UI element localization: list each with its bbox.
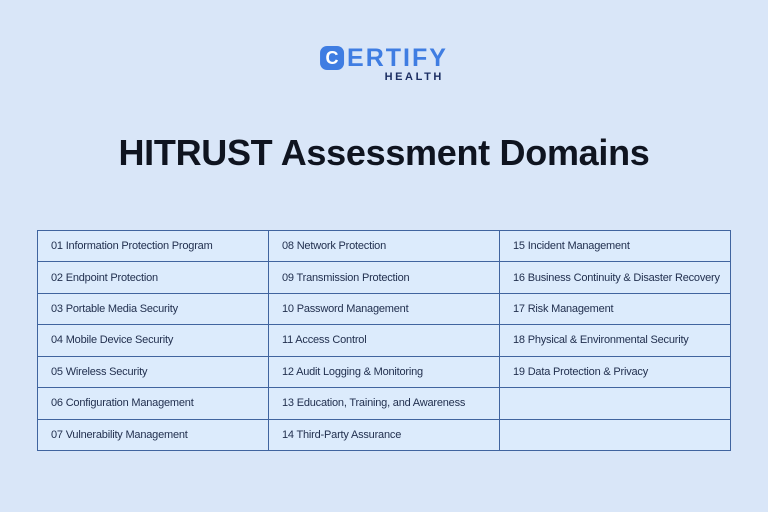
domains-table-body bbox=[38, 231, 731, 451]
domain-cell: 13 Education, Training, and Awareness bbox=[269, 388, 500, 419]
domain-cell: 17 Risk Management bbox=[500, 293, 731, 324]
domain-cell: 09 Transmission Protection bbox=[269, 262, 500, 293]
domain-cell: 11 Access Control bbox=[269, 325, 500, 356]
domain-cell: 07 Vulnerability Management bbox=[38, 419, 269, 450]
domain-cell: 04 Mobile Device Security bbox=[38, 325, 269, 356]
table-row bbox=[38, 293, 731, 324]
table-row bbox=[38, 262, 731, 293]
domain-cell: 06 Configuration Management bbox=[38, 388, 269, 419]
logo-c-badge-icon: C bbox=[320, 46, 344, 70]
table-row bbox=[38, 388, 731, 419]
empty-cell bbox=[500, 419, 731, 450]
table-row bbox=[38, 325, 731, 356]
domain-cell: 16 Business Continuity & Disaster Recovery bbox=[500, 262, 731, 293]
domain-cell: 14 Third-Party Assurance bbox=[269, 419, 500, 450]
domain-cell: 15 Incident Management bbox=[500, 231, 731, 262]
table-row bbox=[38, 356, 731, 387]
domain-cell: 03 Portable Media Security bbox=[38, 293, 269, 324]
logo-subtitle: HEALTH bbox=[384, 71, 444, 83]
certify-health-logo bbox=[320, 46, 448, 83]
domain-cell: 12 Audit Logging & Monitoring bbox=[269, 356, 500, 387]
domain-cell: 02 Endpoint Protection bbox=[38, 262, 269, 293]
domain-cell: 18 Physical & Environmental Security bbox=[500, 325, 731, 356]
hitrust-domains-table bbox=[37, 230, 731, 451]
table-row bbox=[38, 231, 731, 262]
table-row bbox=[38, 419, 731, 450]
domain-cell: 19 Data Protection & Privacy bbox=[500, 356, 731, 387]
domain-cell: 01 Information Protection Program bbox=[38, 231, 269, 262]
empty-cell bbox=[500, 388, 731, 419]
domain-cell: 10 Password Management bbox=[269, 293, 500, 324]
logo-wordmark-row bbox=[320, 46, 448, 70]
page-title: HITRUST Assessment Domains bbox=[118, 132, 650, 173]
domain-cell: 05 Wireless Security bbox=[38, 356, 269, 387]
domain-cell: 08 Network Protection bbox=[269, 231, 500, 262]
logo-wordmark: ERTIFY bbox=[347, 44, 448, 72]
